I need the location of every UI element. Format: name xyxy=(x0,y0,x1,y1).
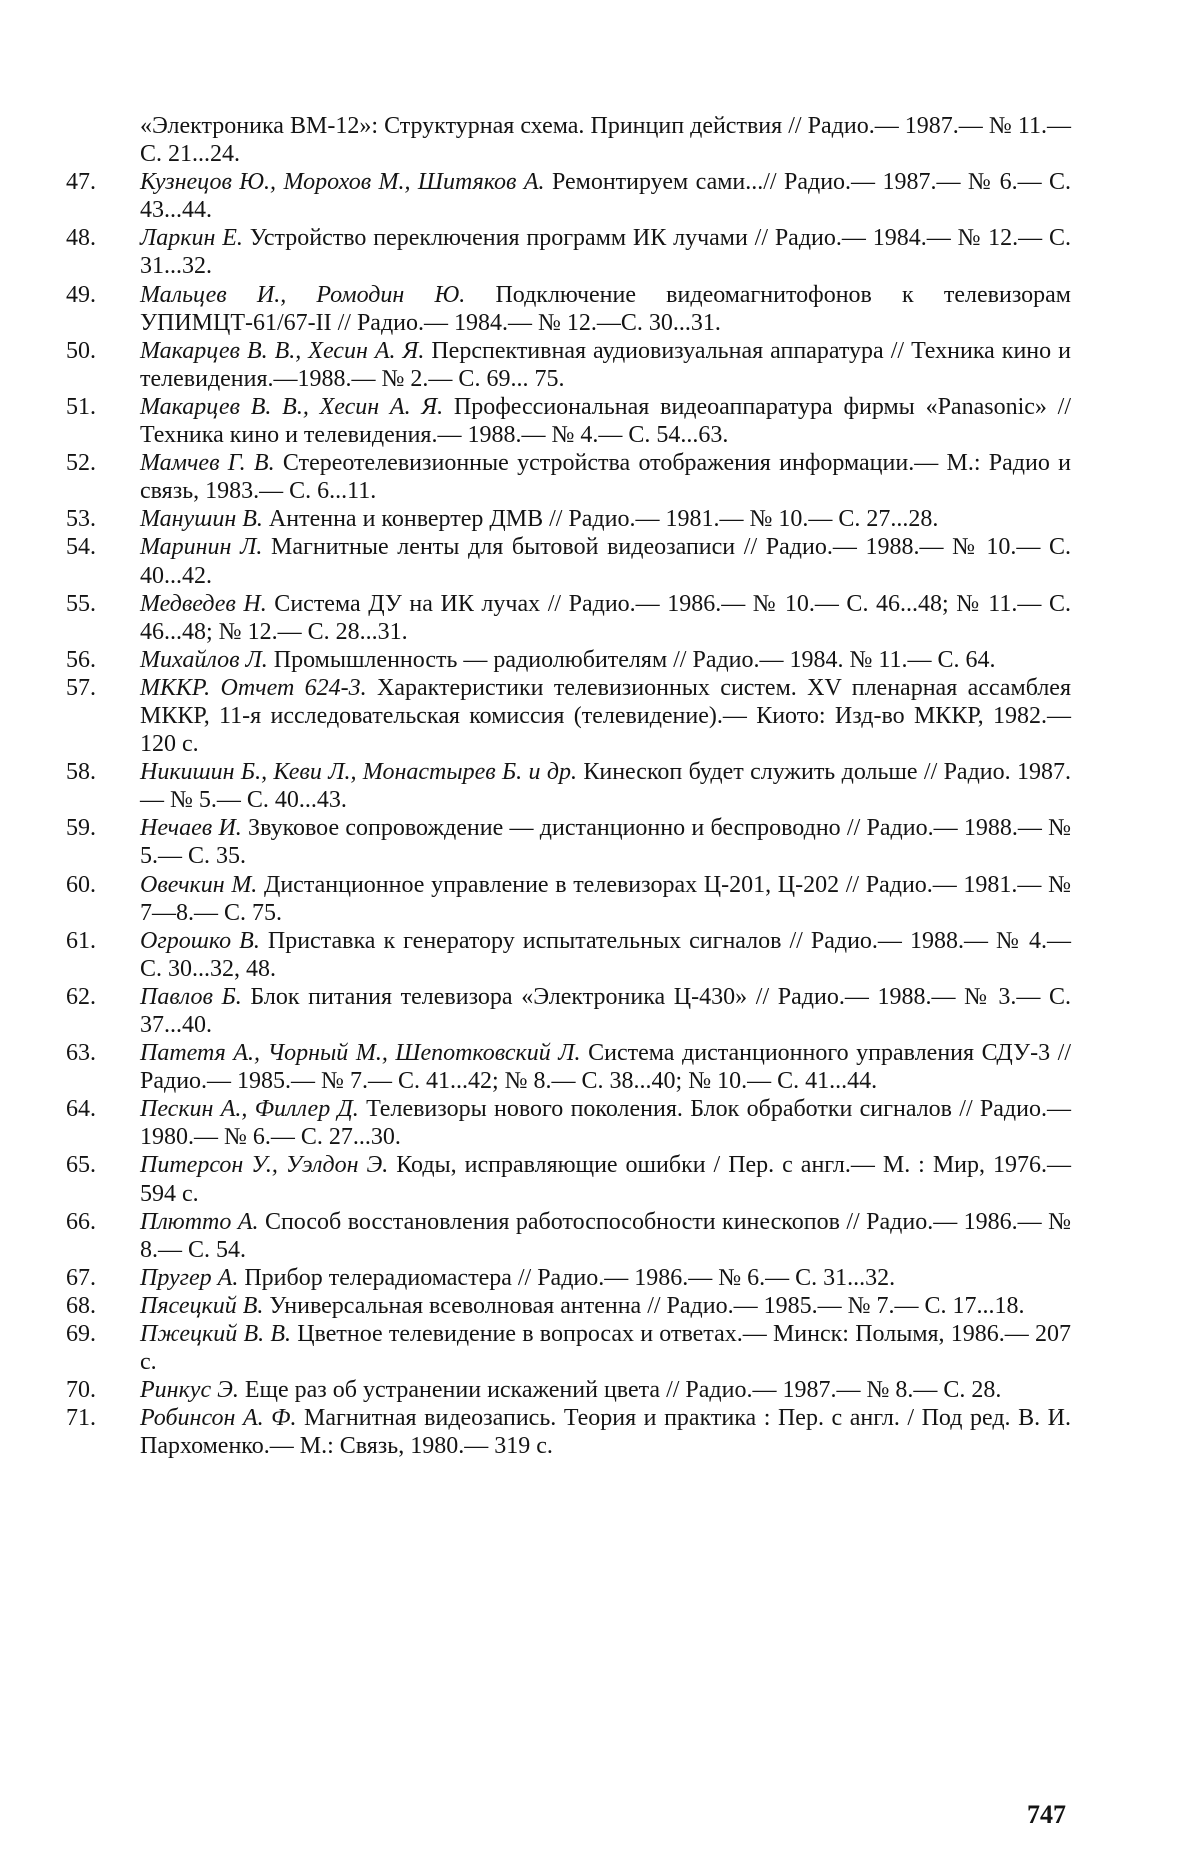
reference-authors: Никишин Б., Кеви Л., Монастырев Б. и др. xyxy=(140,759,578,786)
reference-authors: Пясецкий В. xyxy=(140,1292,264,1319)
reference-text: Дистанционное управление в телевизорах Ц-201, Ц-202 // Радио.— 1981.— № 7—8.— С. 75. xyxy=(140,871,1071,926)
reference-text: Универсальная всеволновая антенна // Радио.— 1985.— № 7.— С. 17...18. xyxy=(263,1292,1025,1319)
reference-text: Звуковое сопровождение — дистанционно и беспроводно // Радио.— 1988.— № 5.— С. 35. xyxy=(140,815,1071,870)
reference-text: Характеристики телевизионных систем. XV пленарная ассамблея МККР, 11-я исследовательская комиссия (телевидение).— Киото: Изд-во МККР, 1982.— 120 с. xyxy=(140,674,1071,758)
reference-text: Профессиональная видеоаппаратура фирмы «Panasonic» // Техника кино и телевидения.— 1988.— № 4.— С. 54...63. xyxy=(140,393,1071,449)
reference-authors: Пескин А., Филлер Д. xyxy=(140,1096,359,1123)
reference-text: Промышленность — радиолюбителям // Радио.— 1984. № 11.— С. 64. xyxy=(267,646,996,673)
reference-number: 60. xyxy=(66,871,96,898)
reference-number: 50. xyxy=(66,337,96,364)
reference-authors: Пругер А. xyxy=(140,1264,239,1291)
reference-authors: Манушин В. xyxy=(140,506,263,533)
reference-number: 48. xyxy=(66,225,96,252)
reference-text: Подключение видеомагнитофонов к телевизорам УПИМЦТ-61/67-II // Радио.— 1984.— № 12.—С. 30...31. xyxy=(140,281,1071,336)
reference-text: Телевизоры нового поколения. Блок обработки сигналов // Радио.— 1980.— № 6.— С. 27...30. xyxy=(140,1096,1071,1151)
reference-item xyxy=(66,1039,1071,1095)
reference-item xyxy=(66,758,1071,814)
reference-item xyxy=(66,871,1071,927)
reference-item xyxy=(66,1292,1071,1320)
reference-item xyxy=(66,814,1071,870)
reference-item xyxy=(66,927,1071,983)
reference-authors: Робинсон А. Ф. xyxy=(140,1405,297,1432)
reference-authors: Мамчев Г. В. xyxy=(140,450,275,477)
reference-authors: Питерсон У., Уэлдон Э. xyxy=(140,1152,389,1179)
reference-number: 70. xyxy=(66,1377,96,1404)
reference-number: 67. xyxy=(66,1264,96,1291)
reference-number: 47. xyxy=(66,169,96,196)
reference-authors: Маринин Л. xyxy=(140,534,263,561)
reference-authors: Макарцев В. В., Хесин А. Я. xyxy=(140,337,425,364)
reference-authors: Ларкин Е. xyxy=(140,225,243,252)
reference-item xyxy=(66,533,1071,589)
reference-authors: Кузнецов Ю., Морохов М., Шитяков А. xyxy=(140,169,545,196)
reference-item xyxy=(104,112,1071,168)
reference-number: 49. xyxy=(66,281,96,308)
reference-number: 58. xyxy=(66,759,96,786)
reference-number: 51. xyxy=(66,393,96,420)
reference-text: Система ДУ на ИК лучах // Радио.— 1986.— № 10.— С. 46...48; № 11.— С. 46...48; № 12.— С. 28...31. xyxy=(140,590,1071,645)
reference-number: 59. xyxy=(66,815,96,842)
reference-authors: МККР. Отчет 624-3. xyxy=(140,674,367,701)
reference-text: Магнитная видеозапись. Теория и практика : Пер. с англ. / Под ред. В. И. Пархоменко.— М.: Связь, 1980.— 319 с. xyxy=(140,1405,1071,1460)
reference-item xyxy=(66,1095,1071,1151)
reference-authors: Патетя А., Чорный М., Шепотковский Л. xyxy=(140,1040,581,1067)
reference-authors: Нечаев И. xyxy=(140,815,242,842)
reference-number: 57. xyxy=(66,674,96,701)
reference-text: Ремонтируем сами...// Радио.— 1987.— № 6.— С. 43...44. xyxy=(140,169,1071,224)
reference-item xyxy=(66,393,1071,449)
reference-authors: Павлов Б. xyxy=(140,983,242,1010)
reference-number: 56. xyxy=(66,646,96,673)
reference-item xyxy=(66,1376,1071,1404)
reference-number: 54. xyxy=(66,534,96,561)
reference-item xyxy=(66,1404,1071,1460)
reference-text: «Электроника ВМ-12»: Структурная схема. Принцип действия // Радио.— 1987.— № 11.— С. 21...24. xyxy=(140,113,1071,168)
page-number: 747 xyxy=(1027,1800,1066,1829)
reference-list xyxy=(66,112,1071,1461)
reference-item xyxy=(66,1264,1071,1292)
reference-item xyxy=(66,281,1071,337)
reference-item xyxy=(66,646,1071,674)
reference-text: Цветное телевидение в вопросах и ответах.— Минск: Полымя, 1986.— 207 с. xyxy=(140,1321,1071,1376)
reference-number: 52. xyxy=(66,450,96,477)
reference-item xyxy=(66,505,1071,533)
reference-item xyxy=(66,1208,1071,1264)
reference-authors: Овечкин М. xyxy=(140,871,258,898)
reference-text: Кинескоп будет служить дольше // Радио. 1987.— № 5.— С. 40...43. xyxy=(140,759,1071,814)
reference-text: Перспективная аудиовизуальная аппаратура // Техника кино и телевидения.—1988.— № 2.— С. 69... 75. xyxy=(140,337,1071,392)
reference-text: Приставка к генератору испытательных сигналов // Радио.— 1988.— № 4.— С. 30...32, 48. xyxy=(140,927,1071,982)
reference-number: 71. xyxy=(66,1405,96,1432)
reference-authors: Макарцев В. В., Хесин А. Я. xyxy=(140,393,444,420)
reference-authors: Михайлов Л. xyxy=(140,646,268,673)
reference-authors: Огрошко В. xyxy=(140,927,260,954)
reference-item xyxy=(66,337,1071,393)
reference-number: 66. xyxy=(66,1208,96,1235)
reference-text: Блок питания телевизора «Электроника Ц-430» // Радио.— 1988.— № 3.— С. 37...40. xyxy=(140,983,1071,1038)
reference-number: 69. xyxy=(66,1321,96,1348)
reference-text: Магнитные ленты для бытовой видеозаписи // Радио.— 1988.— № 10.— С. 40...42. xyxy=(140,534,1071,589)
reference-number: 55. xyxy=(66,590,96,617)
reference-text: Прибор телерадиомастера // Радио.— 1986.— № 6.— С. 31...32. xyxy=(238,1264,896,1291)
reference-text: Стереотелевизионные устройства отображения информации.— М.: Радио и связь, 1983.— С. 6...11. xyxy=(140,450,1071,505)
reference-item xyxy=(66,983,1071,1039)
reference-item xyxy=(66,590,1071,646)
reference-item xyxy=(66,1151,1071,1207)
reference-authors: Медведев Н. xyxy=(140,590,267,617)
reference-text: Коды, исправляющие ошибки / Пер. с англ.— М. : Мир, 1976.— 594 с. xyxy=(140,1152,1071,1207)
reference-item xyxy=(66,168,1071,224)
reference-number: 64. xyxy=(66,1096,96,1123)
reference-text: Устройство переключения программ ИК лучами // Радио.— 1984.— № 12.— С. 31...32. xyxy=(140,225,1071,280)
reference-authors: Плютто А. xyxy=(140,1208,259,1235)
reference-text: Система дистанционного управления СДУ-3 // Радио.— 1985.— № 7.— С. 41...42; № 8.— С. 38...40; № 10.— С. 41...44. xyxy=(140,1040,1071,1095)
reference-number: 53. xyxy=(66,506,96,533)
reference-number: 63. xyxy=(66,1040,96,1067)
reference-text: Еще раз об устранении искажений цвета // Радио.— 1987.— № 8.— С. 28. xyxy=(238,1377,1002,1404)
reference-item xyxy=(66,674,1071,758)
reference-authors: Ринкус Э. xyxy=(140,1377,239,1404)
reference-item xyxy=(66,1320,1071,1376)
reference-item xyxy=(66,224,1071,280)
reference-number: 61. xyxy=(66,927,96,954)
reference-authors: Пжецкий В. В. xyxy=(140,1321,291,1348)
reference-text: Способ восстановления работоспособности кинескопов // Радио.— 1986.— № 8.— С. 54. xyxy=(140,1208,1071,1263)
reference-number: 68. xyxy=(66,1292,96,1319)
reference-number: 65. xyxy=(66,1152,96,1179)
reference-number: 62. xyxy=(66,983,96,1010)
reference-item xyxy=(66,449,1071,505)
reference-authors: Мальцев И., Ромодин Ю. xyxy=(140,281,466,308)
reference-text: Антенна и конвертер ДМВ // Радио.— 1981.— № 10.— С. 27...28. xyxy=(262,506,939,533)
